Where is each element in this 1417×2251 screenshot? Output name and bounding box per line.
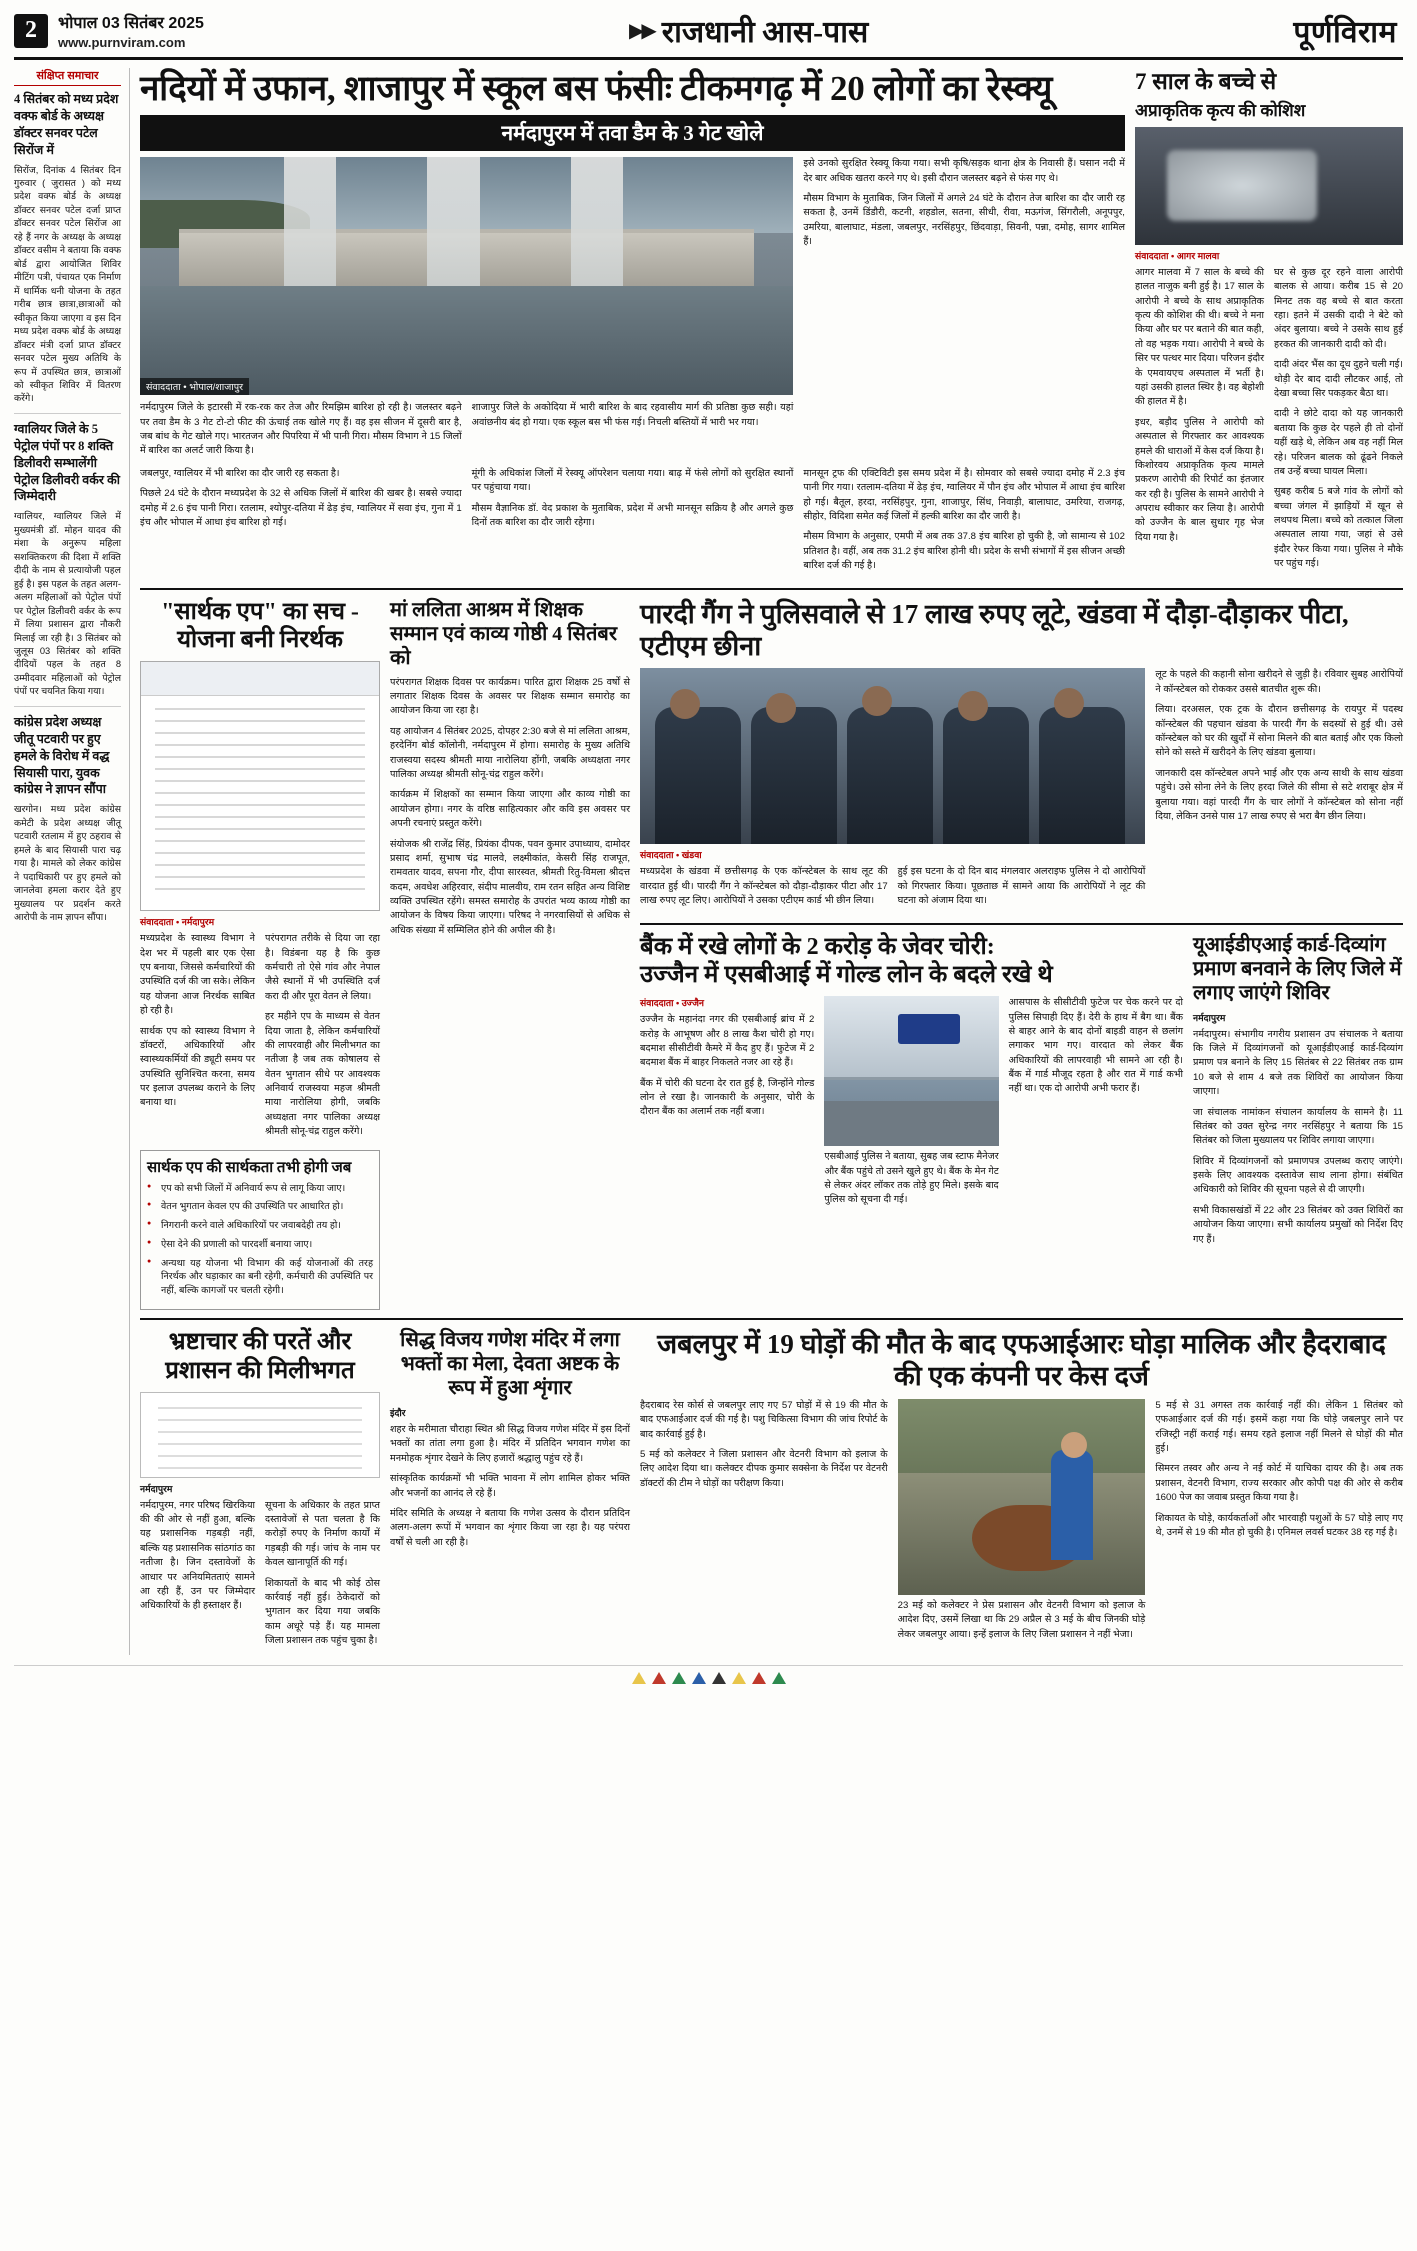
main-content <box>140 68 1403 1655</box>
rail-item-title-1: ग्वालियर जिले के 5 पेट्रोल पंपों पर 8 शक्ति डिलीवरी सम्भालेंगी पेट्रोल डिलीवरी वर्कर की जिम्मेदारी <box>14 421 120 504</box>
lead-story <box>140 68 1125 580</box>
registration-mark-icon <box>772 1672 786 1684</box>
sarthak-checklist-box <box>140 1150 380 1310</box>
sarthak-headline-1: "सार्थक एप" का सच - <box>161 598 359 625</box>
sarthak-headline-2: योजना बनी निरर्थक <box>177 627 343 654</box>
lead-col-3 <box>803 157 1125 465</box>
lead-bottom-col-3 <box>803 467 1125 580</box>
double-arrow-icon: ▶▶ <box>629 20 654 42</box>
color-registration-marks <box>14 1665 1403 1684</box>
sarthak-columns <box>140 932 380 1145</box>
ganesh-para-1: सांस्कृतिक कार्यक्रमों भी भक्ति भावना में लोग शामिल होकर भक्ति और भजनों का आनंद ले रहे हैं। <box>390 1473 630 1499</box>
uidai-byline: नर्मदापुरम <box>1193 1012 1226 1023</box>
bank-para-2: एसबीआई पुलिस ने बताया, सुबह जब स्टाफ मैनेजर और बैंक पहुंचे तो उसने खुले हुए थे। बैंक के मेन गेट से लेकर अंदर लॉकर तक तोड़े हुए मिले। इसके बाद पुलिस को सूचना दी गई। <box>824 1151 999 1206</box>
registration-mark-icon <box>712 1672 726 1684</box>
rail-item-text-2: खरगोन। मध्य प्रदेश कांग्रेस कमेटी के प्रदेश अध्यक्ष जीतू पटवारी रतलाम में हुए ठहराव से हमले के बाद सियासी पारा चढ़ गया है। मामले को लेकर कांग्रेस ने पदाधिकारी पर हुए हमले को जानलेवा हमला करार देते हुए मुख्यालय पर प्रदर्शन करते आरोपी के नाम ज्ञापन सौंपा। <box>14 804 121 922</box>
lead-bottom-col-1 <box>140 467 462 580</box>
sarthak-byline: संवाददाता • नर्मदापुरम <box>140 917 215 928</box>
masthead-website[interactable]: www.purnviram.com <box>58 35 186 50</box>
hospital-photo <box>1135 127 1403 245</box>
bank-byline: संवाददाता • उज्जैन <box>640 998 704 1009</box>
child-para-5: सुबह करीब 5 बजे गांव के लोगों को बच्चा जंगल में झाड़ियों में खून से लथपथ मिला। बच्चे को तत्काल जिला अस्पताल लाया गया, जहां से उसे इंदौर रेफर किया गया। पुलिस ने मौके पर पहुंच गई। <box>1274 486 1403 570</box>
sarthak-para-3: हर महीने एप के माध्यम से वेतन दिया जाता है, लेकिन कर्मचारियों की लापरवाही और मिलीभगत का नतीजा है जब तक कोषालय से वेतन भुगतान सीधे पर आवश्यक अनिवार्य राजस्वया महज श्रीमती माया नारोलिया होगी, जबकि अध्यक्षता नगर पालिका अध्यक्ष श्रीमती सोनू-चंद्र राहुल करेंगे। <box>265 1011 380 1138</box>
bank-para-1: बैंक में चोरी की घटना देर रात हुई है, जिन्होंने गोल्ड लोन ले रखा है। जानकारी के अनुसार, चोरी के दौरान बैंक का अलार्म तक नहीं बजा। <box>640 1077 815 1118</box>
lalita-para-1: यह आयोजन 4 सितंबर 2025, दोपहर 2:30 बजे से मां ललिता आश्रम, हरदेनिंग बोर्ड कॉलोनी, नर्मदापुरम में होगा। समारोह के मुख्य अतिथि राजस्वया सदस्य श्रीमती माया नारोलिया होंगी, जबकि अध्यक्षता नगर पालिका अध्यक्ष श्रीमती सोनू-चंद्र राहुल करेंगे। <box>390 725 630 780</box>
lead-photo-wrap <box>140 157 793 465</box>
corruption-col-2 <box>265 1499 380 1655</box>
sarthak-document-image <box>140 661 380 911</box>
right-stack <box>640 596 1403 1310</box>
bank-uidai-band <box>640 923 1403 1253</box>
sarthak-para-0: मध्यप्रदेश के स्वास्थ्य विभाग ने देश भर में पहली बार एक ऐसा एप बनाया, जिससे कर्मचारियों की उपस्थिति दर्ज की जा सके। लेकिन यह योजना आज निरर्थक साबित हो रही है। <box>140 933 255 1017</box>
lalita-para-0: परंपरागत शिक्षक दिवस पर कार्यक्रम। पारित द्वारा शिक्षक 25 वर्षों से लगातार शिक्षक दिवस के अवसर पर शिक्षक सम्मान समारोह का आयोजन किया जा रहा है। <box>390 676 630 717</box>
sarthak-app-story <box>140 596 380 1310</box>
corruption-document-image <box>140 1392 380 1478</box>
uidai-para-1: जा संचालक नामांकन संचालन कार्यालय के सामने है। 11 सितंबर को उक्त सुरेन्द्र नगर नरसिंहपुर ने बताया कि 15 सितंबर को जिला मुख्यालय पर शिविर लगाया जाएगा। <box>1193 1106 1403 1147</box>
rail-divider <box>14 706 121 707</box>
ganesh-para-2: मंदिर समिति के अध्यक्ष ने बताया कि गणेश उत्सव के दौरान प्रतिदिन अलग-अलग रूपों में भगवान का शृंगार किया जा रहा है। यह परंपरा वर्षों से चली आ रही है। <box>390 1507 630 1548</box>
page-body <box>14 68 1403 1655</box>
child-para-2: घर से कुछ दूर रहने वाला आरोपी बालक से आया। करीब 15 से 20 मिनट तक वह बच्चे से बात करता रहा। इतने में उसकी दादी ने बेटे को अंदर बुलाया। बच्चे ने उसके साथ हुई हरकत की जानकारी दादी को दी। <box>1274 266 1403 350</box>
photo-vet-head <box>1061 1432 1087 1458</box>
horse-photo-wrap <box>898 1399 1146 1648</box>
lead-para-3: मौसम विभाग के मुताबिक, जिन जिलों में अगले 24 घंटे के दौरान तेज बारिश का दौर जारी रह सकता है, उनमें डिंडौरी, कटनी, शहडोल, सतना, सीधी, रीवा, मऊगंज, सिंगरौली, अनूपपुर, उमरिया, बालाघाट, मंडला, जबलपुर, नरसिंहपुर, छिंदवाड़ा, सिवनी, पन्ना, दमोह, सागर शामिल हैं। <box>803 193 1125 248</box>
uidai-para-0: नर्मदापुरम। संभागीय नगरीय प्रशासन उप संचालक ने बताया कि जिले में दिव्यांगजनों को यूआईडीएआई कार्ड-दिव्यांग प्रमाण पत्र बनाने के लिए 15 सितंबर से 22 सितंबर तक ग्राम 10 बजे से शाम 4 बजे तक शिविरों का आयोजन किया जाएगा। <box>1193 1028 1403 1098</box>
rail-header: संक्षिप्त समाचार <box>14 68 121 86</box>
lead-para-4: जबलपुर, ग्वालियर में भी बारिश का दौर जारी रह सकता है। <box>140 467 340 479</box>
bank-headline-2: उज्जैन में एसबीआई में गोल्ड लोन के बदले रखे थे <box>640 962 1053 989</box>
corruption-headline-2: प्रशासन की मिलीभगत <box>165 1357 355 1384</box>
child-para-1: इधर, बड़ौद पुलिस ने आरोपी को अस्पताल से गिरफ्तार कर आवश्यक हमले की धाराओं में केस दर्ज किया है। किशोरवय अप्राकृतिक कृत्य मामले प्रकरण आरोपी की रिपोर्ट का इंतजार कर रही है। पुलिस के सामने आरोपी ने अपराध स्वीकार कर लिया है। आरोपी को उज्जैन के बाल सुधार गृह भेज दिया गया है। <box>1135 416 1264 543</box>
child-story-col-2 <box>1274 266 1403 578</box>
brand-logo: पूर्णविराम <box>1293 16 1397 49</box>
registration-mark-icon <box>732 1672 746 1684</box>
child-story-byline: संवाददाता • आगर मालवा <box>1135 250 1220 261</box>
corruption-story <box>140 1326 380 1655</box>
pardi-top-grid <box>640 668 1403 914</box>
ganesh-byline: इंदौर <box>390 1408 406 1419</box>
lead-subheadline: नर्मदापुरम में तवा डैम के 3 गेट खोले <box>140 115 1125 151</box>
horse-col-3 <box>1155 1399 1403 1648</box>
pardi-para-2: लूट के पहले की कहानी सोना खरीदने से जुड़ी है। रविवार सुबह आरोपियों ने कॉन्स्टेबल को रोककर उससे बातचीत शुरू की। <box>1155 669 1403 695</box>
pardi-para-4: जानकारी दस कॉन्स्टेबल अपने भाई और एक अन्य साथी के साथ खंडवा पहुंचे। उसे सोना लेने के लिए हरदा जिले की सीमा से सटे शराबूर क्षेत्र में बुलाया गया। वहां पारदी गैंग के चार लोगों ने कॉन्स्टेबल को सोना नहीं दिया, लेकिन उनसे पास 17 लाख रुपए से भरा बैग छीन लिया। <box>1155 767 1403 822</box>
police-arrest-photo <box>640 668 1145 844</box>
lead-para-5: पिछले 24 घंटे के दौरान मध्यप्रदेश के 32 से अधिक जिलों में बारिश की खबर है। सबसे ज्यादा दमोह में 2.6 इंच पानी गिरा। रतलाम, श्योपुर-दतिया में ढेड़ इंच, ग्वालियर में सवा इंच, गुना में 1 इंच और भोपाल में आधा इंच बारिश हो गई। <box>140 488 462 529</box>
rail-item-text-1: ग्वालियर, ग्वालियर जिले में मुख्यमंत्री डॉ. मोहन यादव की मंशा के अनुरूप महिला सशक्तिकरण की दिशा में शक्ति दीदी के नाम से प्रत्यायोजी पहल हुई है। इस पहल के तहत अलग-अलग महिलाओं को पेट्रोल पंपों पर पेट्रोल डिलीवरी वर्कर के रूप में लिया प्रशासन द्वारा नौकरी मिलाई जा रही है। 3 सितंबर को जुलूस 03 सितंबर को शक्ति दीदियों पहल के तहत 8 उम्मीदवार महिलाओं को पेट्रोल पंपों पर चयनित किया गया। <box>14 511 121 697</box>
registration-mark-icon <box>752 1672 766 1684</box>
section-title: राजधानी आस-पास <box>661 16 869 49</box>
horse-para-2: 23 मई को कलेक्टर ने प्रेस प्रशासन और वेटनरी विभाग को इलाज के आदेश दिए, उसमें लिखा था कि 29 अप्रैल से 3 मई के बीच जिनकी घोड़े लेकर जबलपुर आया। इन्हें इलाज के लिए जिला प्रशासन ने नहीं भेजा। <box>897 1599 1146 1640</box>
bank-para-0: उज्जैन के महानंदा नगर की एसबीआई ब्रांच में 2 करोड़ के आभूषण और 8 लाख कैश चोरी हो गए। बदमाश सीसीटीवी कैमरे में कैद हुए हैं। फुटेज में 2 बदमाश बैंक में बाहर निकलते नजर आ रहे हैं। <box>640 1014 815 1069</box>
child-abuse-story <box>1135 68 1403 580</box>
registration-mark-icon <box>632 1672 646 1684</box>
child-story-headline: 7 साल के बच्चे से <box>1135 69 1277 94</box>
uidai-para-2: शिविर में दिव्यांगजनों को प्रमाणपत्र उपलब्ध कराए जाएंगे। इसके लिए आवश्यक दस्तावेज साथ लाना होगा। संबंधित अधिकारी को शिविर की सूचना पहले से दी जाएगी। <box>1193 1155 1403 1196</box>
pardi-headline: पारदी गैंग ने पुलिसवाले से 17 लाख रुपए लूटे, खंडवा में दौड़ा-दौड़ाकर पीटा, एटीएम छीना <box>640 598 1349 661</box>
child-story-subheadline: अप्राकृतिक कृत्य की कोशिश <box>1135 100 1306 120</box>
bank-theft-story <box>640 931 1183 1253</box>
child-para-3: दादी अंदर भैंस का दूध दुहने चली गई। थोड़ी देर बाद दादी लौटकर आई, तो देखा बच्चा सिर पकड़कर बैठा था। <box>1274 359 1403 399</box>
pardi-para-1: हुई इस घटना के दो दिन बाद मंगलवार अलराइफ पुलिस ने दो आरोपियों को गिरफ्तार किया। पूछताछ में सामने आया कि आरोपियों ने लूट की घटना को अंजाम दिया था। <box>897 866 1146 907</box>
horse-col-1 <box>640 1399 888 1648</box>
top-row <box>140 68 1403 580</box>
sarthak-para-2: परंपरागत तरीके से दिया जा रहा है। विडंबना यह है कि कुछ कर्मचारी तो ऐसे गांव और नेपाल जैसे स्थानों में भी उपस्थिति दर्ज करा दी और पूरा वेतन ले लिया। <box>265 933 380 1002</box>
sarthak-box-list <box>147 1182 373 1298</box>
bank-col-3 <box>1009 996 1183 1214</box>
dam-photo <box>140 157 793 395</box>
registration-mark-icon <box>672 1672 686 1684</box>
corruption-byline: नर्मदापुरम <box>140 1483 173 1494</box>
rail-divider <box>14 413 121 414</box>
dead-horse-photo <box>898 1399 1146 1595</box>
doc-header-band <box>141 662 379 696</box>
horse-headline: जबलपुर में 19 घोड़ों की मौत के बाद एफआईआरः घोड़ा मालिक और हैदराबाद की एक कंपनी पर केस दर्ज <box>657 1329 1386 1392</box>
lalita-para-3: संयोजक श्री राजेंद्र सिंह, प्रियंका दीपक, पवन कुमार उपाध्याय, दामोदर प्रसाद शर्मा, सुभाष चंद्र मालवे, लक्ष्मीकांत, केसरी सिंह राजपूत, रामवतार यादव, सपना गौर, दीपा सारस्वत, श्रीमती रितु-विमला श्रीदत्त कदम, अवधेश अहिरवार, संदीप मालवीय, राम रतन सहित अन्य विशिष्ट व्यक्ति उपस्थित रहेंगे। समस्त समारोह के उपरांत भव्य काव्य गोष्ठी का आयोजन के विषय किया जाएगा। परिषद ने नगरवासियों से अधिक से अधिक संख्या में सम्मिलित होने की अपील की है। <box>390 838 630 936</box>
corruption-columns <box>140 1499 380 1655</box>
lead-para-1: शाजापुर जिले के अकोदिया में भारी बारिश के बाद रहवासीय मार्ग की प्रतिष्ठा कुछ सही। यहां अवांछनीय बंद हो गया। एक स्कूल बस भी फंस गई। निचली बस्तियों में भारी भर गया। <box>471 402 794 428</box>
masthead-center <box>214 10 1283 51</box>
pardi-para-3: लिया। दरअसल, एक ट्रक के दौरान छत्तीसगढ़ के रायपुर में पदस्थ कॉन्स्टेबल की पहचान खंडवा के पारदी गैंग के सदस्यों से हुई थी। उसे कॉन्स्टेबल को घर की खुर्दों में सोना मिलने की बात बताई और एक किलो सोने को सस्ते में खरीदने के लिए खंडवा बुलाया। <box>1155 704 1403 759</box>
lead-para-0: नर्मदापुरम जिले के इटारसी में रक-रक कर तेज और रिमझिम बारिश हो रही है। जलस्तर बढ़ने पर तवा डैम के 3 गेट टो-टो फीट की ऊंचाई तक खोले गए हैं। वह इस सीजन में दूसरी बार है, जब बांध के गेट खोले गए। भारतजन और पिपरिया में भी पानी गिरा। मौसम विभाग ने 15 जिलों में बारिश का अलर्ट जारी किया है। <box>140 402 462 457</box>
corruption-col-1 <box>140 1499 255 1655</box>
uidai-para-3: सभी विकासखंडों में 22 और 23 सितंबर को उक्त शिविरों का आयोजन किया जाएगा। सभी कार्यालय प्रमुखों को निर्देश दिए गए हैं। <box>1193 1204 1403 1245</box>
pardi-col-3 <box>1155 668 1403 914</box>
pardi-byline: संवाददाता • खंडवा <box>640 850 702 861</box>
rail-item-title-2: कांग्रेस प्रदेश अध्यक्ष जीतू पटवारी पर हुए हमले के विरोध में वद्ध सियासी पारा, युवक कांग्रेस ने ज्ञापन सौंपा <box>14 714 110 797</box>
uidai-headline: यूआईडीएआई कार्ड-दिव्यांग प्रमाण बनवाने के लिए जिले में लगाए जाएंगे शिविर <box>1193 933 1402 1004</box>
ganesh-temple-story <box>390 1326 630 1655</box>
horse-para-1: 5 मई को कलेक्टर ने जिला प्रशासन और वेटनरी विभाग को इलाज के लिए आदेश दिया था। कलेक्टर दीपक कुमार सक्सेना के निर्देश पर वेटनरी डॉक्टरों की टीम ने घोड़ों का परीक्षण किया। <box>640 1448 888 1489</box>
sarthak-box-heading: सार्थक एप की सार्थकता तभी होगी जब <box>147 1159 352 1176</box>
photo-bank-sign <box>898 1014 961 1044</box>
masthead <box>14 10 1403 60</box>
bank-para-3: आसपास के सीसीटीवी फुटेज पर चेक करने पर दो पुलिस सिपाही दिए हैं। देरी के हाथ में बैग था। बैंक से बाहर आने के बाद दोनों बाइडी वाहन से छलांग लगाकर भाग गए। वारदात को लेकर बैंक अधिकारियों की लापरवाही भी सामने आ रही है। बैंक में गार्ड मौजूद रहता है और रात में गार्ड कभी नहीं था। एक दो आरोपी अभी फरार हैं। <box>1008 997 1183 1095</box>
list-item: ● ऐसा देने की प्रणाली को पारदर्शी बनाया जाए। <box>147 1238 373 1252</box>
photo-blurred-subject <box>1167 150 1317 221</box>
corruption-para-2: शिकायतों के बाद भी कोई ठोस कार्रवाई नहीं हुई। ठेकेदारों को भुगतान कर दिया गया जबकि काम अधूरे पड़े हैं। यह मामला जिला प्रशासन तक पहुंच चुका है। <box>265 1577 380 1647</box>
bank-branch-photo <box>824 996 998 1146</box>
brief-news-rail <box>14 68 130 1655</box>
lead-bottom-col-2 <box>472 467 794 580</box>
masthead-date: भोपाल 03 सितंबर 2025 <box>58 15 204 32</box>
lalita-para-2: कार्यक्रम में शिक्षकों का सम्मान किया जाएगा और काव्य गोष्ठी का आयोजन होगा। नगर के वरिष्ठ साहित्यकार और कवि इस अवसर पर अपनी रचनाएं प्रस्तुत करेंगे। <box>390 789 630 830</box>
horse-para-0: हैदराबाद रेस कोर्स से जबलपुर लाए गए 57 घोड़ों में से 19 की मौत के बाद एफआईआर दर्ज की गई है। पशु चिकित्सा विभाग की जांच रिपोर्ट के बाद कार्रवाई हुई है। <box>640 1399 888 1440</box>
sarthak-col-2 <box>265 932 380 1145</box>
rail-item-title-0: 4 सितंबर को मध्य प्रदेश वक्फ बोर्ड के अध्यक्ष डॉक्टर सनवर पटेल सिरोंज में <box>14 92 119 157</box>
lead-para-9: मौसम विभाग के अनुसार, एमपी में अब तक 37.8 इंच बारिश हो चुकी है, जो सामान्य से 102 प्रतिशत है। वहीं, अब तक 31.2 इंच बारिश होनी थी। प्रदेश के सभी संभागों में इस सीजन अच्छी बारिश दर्ज की गई है। <box>803 531 1125 572</box>
list-item: ● वेतन भुगतान केवल एप की उपस्थिति पर आधारित हो। <box>147 1200 373 1214</box>
lead-para-2: इसे उनको सुरक्षित रेस्क्यू किया गया। सभी कृषि/सड़क थाना क्षेत्र के निवासी हैं। घसान नदी में देर बार अधिक खतरा करने गए थे। इसी दौरान जलस्तर बढ़ने से फंस गए थे। <box>803 158 1125 184</box>
horse-para-3: 5 मई से 31 अगस्त तक कार्रवाई नहीं की। लेकिन 1 सितंबर को एफआईआर दर्ज की गई। इसमें कहा गया कि घोड़े जबलपुर लाने पर रजिस्ट्री नहीं कराई गई। समय रहते इलाज नहीं मिलने से घोड़ों की मौत हुई। <box>1155 1399 1403 1454</box>
pardi-para-0: मध्यप्रदेश के खंडवा में छत्तीसगढ़ के एक कॉन्स्टेबल के साथ लूट की वारदात हुई थी। पारदी गैंग ने कॉन्स्टेबल को दौड़ा-दौड़ाकर पीटा और 17 लाख रुपए लूट लिए। आरोपियों ने उसका एटीएम कार्ड भी छीन लिया। <box>640 866 888 907</box>
child-story-col-1 <box>1135 266 1264 578</box>
pardi-photo-wrap <box>640 668 1145 914</box>
bottom-band <box>140 1318 1403 1655</box>
horse-deaths-story <box>640 1326 1403 1655</box>
corruption-headline-1: भ्रष्टाचार की परतें और <box>168 1329 352 1356</box>
bank-photo-wrap <box>824 996 998 1214</box>
lead-para-7: मौसम वैज्ञानिक डॉ. वेद प्रकाश के मुताबिक, प्रदेश में अभी मानसून सक्रिय है और अगले कुछ दिनों तक बारिश का दौर जारी रहेगा। <box>471 502 794 529</box>
lead-top-grid <box>140 157 1125 465</box>
horse-grid <box>640 1399 1403 1648</box>
photo-veterinarian <box>1051 1450 1093 1560</box>
child-story-columns <box>1135 266 1403 578</box>
masthead-left <box>58 11 204 50</box>
lead-para-8: मानसून ट्रफ की एक्टिविटी इस समय प्रदेश में है। सोमवार को सबसे ज्यादा दमोह में 2.3 इंच पानी गिर गया। रतलाम-दतिया में ढेड़ इंच, ग्वालियर में पौन इंच और भोपाल में आधा इंच बारिश हो गई। बैतूल, हरदा, नरसिंहपुर, गुना, शाजापुर, सिंध, निवाड़ी, बालाघाट, उमरिया, राजगढ़, सीहोर, विदिशा समेत कई जिलों में हल्की बारिश का दौर जारी है। <box>803 467 1125 523</box>
sarthak-para-1: सार्थक एप को स्वास्थ्य विभाग ने डॉक्टरों, अधिकारियों और स्वास्थ्यकर्मियों की ड्यूटी समय पर उपस्थिति सुनिश्चित करना, समय पर इलाज उपलब्ध कराने के लिए बनाया था। <box>140 1025 255 1109</box>
child-para-0: आगर मालवा में 7 साल के बच्चे की हालत नाजुक बनी हुई है। 17 साल के आरोपी ने बच्चे के साथ अप्राकृतिक कृत्य की कोशिश की थी। बच्चे ने मना किया और घर पर बताने की बात कही, तो वह भड़क गया। आरोपी ने बच्चे के सिर पर पत्थर मार दिया। परिजन इंदौर के एमवायएच अस्पताल में भर्ती है। यहां उसकी हालत स्थिर है। वह बेहोशी की हालत में है। <box>1135 266 1264 408</box>
ganesh-para-0: शहर के मरीमाता चौराहा स्थित श्री सिद्ध विजय गणेश मंदिर में इस दिनों भक्तों का तांता लगा हुआ है। मंदिर में प्रतिदिन भगवान गणेश का मनमोहक शृंगार देखने के लिए हजारों श्रद्धालु पहुंच रहे हैं। <box>390 1424 630 1464</box>
horse-para-4: सिमरन तस्वर और अन्य ने नई कोर्ट में याचिका दायर की है। अब तक प्रशासन, वेटनरी विभाग, राज्य सरकार और कोपी पक्ष की ओर से करीब 1600 पेज का जवाब प्रस्तुत किया गया है। <box>1155 1463 1403 1504</box>
bank-col-1 <box>640 996 814 1214</box>
corruption-para-1: सूचना के अधिकार के तहत प्राप्त दस्तावेजों से पता चलता है कि करोड़ों रुपए के निर्माण कार्यों में गड़बड़ी की गई। जांच के नाम पर केवल खानापूर्ति की गई। <box>265 1499 380 1569</box>
sarthak-col-1 <box>140 932 255 1145</box>
lead-para-6: मूंगी के अधिकांश जिलों में रेस्क्यू ऑपरेशन चलाया गया। बाढ़ में फंसे लोगों को सुरक्षित स्थानों पर पहुंचाया गया। <box>471 467 794 494</box>
list-item: ● निगरानी करने वाले अधिकारियों पर जवाबदेही तय हो। <box>147 1219 373 1233</box>
photo-caption: संवाददाता • भोपाल/शाजापुर <box>140 378 249 395</box>
middle-band <box>140 588 1403 1310</box>
corruption-para-0: नर्मदापुरम, नगर परिषद खिरकिया की की ओर से नहीं हुआ, बल्कि यह प्रशासनिक गड़बड़ी नहीं, बल्कि यह प्रशासनिक सांठगांठ का नतीजा है। जिन दस्तावेजों के आधार पर अनियमितताएं सामने आ रही हैं, उन पर जिम्मेदार अधिकारियों के ही हस्ताक्षर हैं। <box>140 1499 255 1612</box>
lalita-headline: मां ललिता आश्रम में शिक्षक सम्मान एवं काव्य गोष्ठी 4 सितंबर को <box>390 598 617 669</box>
bank-grid <box>640 996 1183 1214</box>
lalita-ashram-story <box>390 596 630 1310</box>
ganesh-headline: सिद्ध विजय गणेश मंदिर में लगा भक्तों का मेला, देवता अष्टक के रूप में हुआ शृंगार <box>400 1329 620 1400</box>
registration-mark-icon <box>652 1672 666 1684</box>
list-item: ● अन्यथा यह योजना भी विभाग की कई योजनाओं की तरह निरर्थक और घड़ाकार का बनी रहेगी, कर्मचारी की उपस्थिति पर नहीं, बल्कि कागजों पर चलती रहेगी। <box>147 1257 373 1298</box>
lead-headline: नदियों में उफान, शाजापुर में स्कूल बस फंसीः टीकमगढ़ में 20 लोगों का रेस्क्यू <box>140 69 1053 108</box>
child-para-4: दादी ने छोटे दादा को यह जानकारी बताया कि कुछ देर पहले ही तो दोनों यहीं खड़े थे, लेकिन अब वह नहीं मिल रहे। परिजन बालक को ढूंढने निकले तब उन्हें बच्चा घायल मिला। <box>1274 408 1403 477</box>
horse-para-5: शिकायत के घोड़े, कार्यकर्ताओं और भारवाही पशुओं के 57 घोड़े लाए गए थे, उनमें से 19 की मौत हो चुकी है। एनिमल लवर्स घटकर 38 रह गई है। <box>1155 1512 1403 1538</box>
registration-mark-icon <box>692 1672 706 1684</box>
uidai-story <box>1193 931 1403 1253</box>
page-number: 2 <box>14 14 48 48</box>
list-item: ● एप को सभी जिलों में अनिवार्य रूप से लागू किया जाए। <box>147 1182 373 1196</box>
bank-headline-1: बैंक में रखे लोगों के 2 करोड़ के जेवर चोरी: <box>640 933 995 960</box>
rail-item-text-0: सिरोंज, दिनांक 4 सितंबर दिन गुरुवार ( जुरासत ) को मध्य प्रदेश वक्फ बोर्ड के अध्यक्ष डॉक्टर सनवर पटेल दर्जा प्राप्त डॉक्टर सनवर पटेल सिरोंज आ रहे हैं नगर के अध्यक्ष के अध्यक्ष डॉक्टर वसीम ने बताया कि वक्फ बोर्ड द्वारा आयोजित शिविर मीटिंग पत्री, पंचायत एक निर्माण में धार्मिक धनी योजना के तहत गरीब छात्र छात्रा,छात्राओं को स्वीकृत किया जाएगा व इस दिन मध्य प्रदेश वक्फ बोर्ड के अध्यक्ष डॉक्टर मंत्री दर्जा प्राप्त डॉक्टर सनवर पटेल मुख्य अतिथि के रूप में उपस्थित छात्र, छात्राओं को स्वीकृत शिविर में वितरण करेंगे। <box>14 164 121 404</box>
photo-road <box>824 1101 998 1146</box>
lead-bottom-grid <box>140 467 1125 580</box>
